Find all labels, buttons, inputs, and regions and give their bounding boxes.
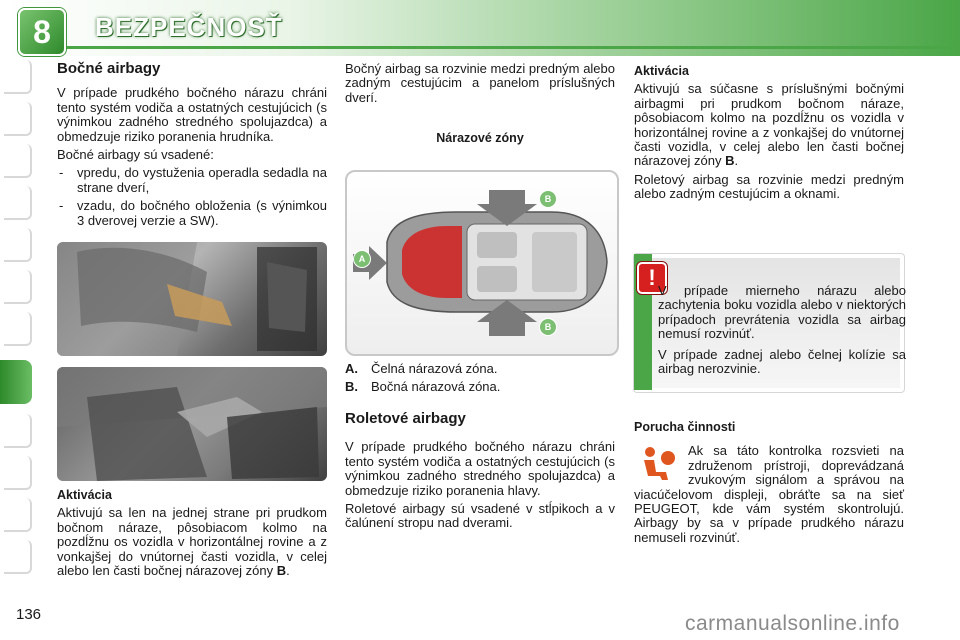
warning-icon: ! <box>637 262 667 294</box>
header-band <box>0 0 960 56</box>
paragraph: Roletové airbagy sú vsadené v stĺpikoch a v čalúnení stropu nad dverami. <box>345 501 615 531</box>
malfunction-heading: Porucha činnosti <box>634 420 736 434</box>
activation-text: Aktivujú sa len na jednej strane pri prudkom bočnom náraze, pôsobiacom kolmo na pozdĺžnu os vozidla v horizontálnej rovine a z vonkajšej do vnútornej časti vozidla, v celej alebo len časti bočnej nárazovej zóny B. <box>57 505 327 579</box>
zone-reference: B <box>725 153 735 169</box>
activation-block <box>57 488 327 582</box>
chapter-tabs <box>0 58 34 578</box>
legend-item: A. Čelná nárazová zóna. <box>345 361 498 376</box>
column-curtain-airbags <box>345 412 615 535</box>
chapter-tab[interactable] <box>4 456 32 490</box>
list-item: - vzadu, do bočného obloženia (s výnimkou 3 dverovej verzie a SW). <box>57 199 327 228</box>
zone-b-marker-bottom: B <box>539 318 557 336</box>
warning-paragraph: V prípade mierneho nárazu alebo zachytenia boku vozidla alebo v niektorých prípadoch prevrátenia vozidla sa airbag nemusí rozvinúť. <box>658 283 906 342</box>
chapter-tab[interactable] <box>4 414 32 448</box>
activation-heading: Aktivácia <box>634 64 689 78</box>
zone-a-marker: A <box>353 250 371 268</box>
placement-list <box>57 166 327 228</box>
section-heading: Roletové airbagy <box>345 410 466 427</box>
diagram-title: Nárazové zóny <box>436 131 524 146</box>
chapter-tab[interactable] <box>4 102 32 136</box>
chapter-tab[interactable] <box>4 144 32 178</box>
impact-zones-diagram <box>345 170 619 356</box>
zones-legend <box>345 362 615 399</box>
airbag-warning-light-icon <box>634 444 684 484</box>
column-impact-zones <box>345 62 615 150</box>
column-side-airbags <box>57 62 327 232</box>
paragraph: Roletový airbag sa rozvinie medzi predným alebo zadným cestujúcim a oknami. <box>634 171 904 202</box>
front-seat-illustration <box>57 242 327 356</box>
list-item: - vpredu, do vystuženia operadla sedadla na strane dverí, <box>57 166 327 195</box>
rear-seat-illustration <box>57 367 327 481</box>
zone-b-marker-top: B <box>539 190 557 208</box>
chapter-tab-active[interactable] <box>0 360 32 404</box>
malfunction-block <box>634 420 904 549</box>
warning-paragraph: V prípade zadnej alebo čelnej kolízie sa airbag nerozvinie. <box>658 346 906 377</box>
zone-reference: B <box>276 563 287 579</box>
car-topview-illustration <box>347 172 617 354</box>
page-title: BEZPEČNOSŤ <box>95 12 283 42</box>
chapter-badge: 8 <box>18 8 66 56</box>
paragraph: V prípade prudkého bočného nárazu chráni tento systém vodiča a ostatných cestujúcich (s výnimkou zadného stredného spolujazdca) a obmedzuje riziko poranenia hlavy. <box>345 439 615 498</box>
legend-item: B. Bočná nárazová zóna. <box>345 379 501 395</box>
chapter-tab[interactable] <box>4 312 32 346</box>
chapter-tab[interactable] <box>4 498 32 532</box>
watermark: carmanualsonline.info <box>685 612 900 635</box>
paragraph: V prípade prudkého bočného nárazu chráni tento systém vodiča a ostatných cestujúcich (s výnimkou zadného stredného spolujazdca) a obmedzuje riziko poranenia hrudníka. <box>57 85 327 144</box>
paragraph: Bočné airbagy sú vsadené: <box>57 147 214 163</box>
paragraph: Bočný airbag sa rozvinie medzi predným alebo zadným cestujúcim a panelom príslušných dverí. <box>345 61 615 105</box>
activation-text: Aktivujú sa súčasne s príslušnými bočnými airbagmi pri prudkom bočnom náraze, pôsobiacom kolmo na pozdĺžnu os vozidla v horizontálnej rovine a z vonkajšej do vnútornej časti vozidla, v celej alebo len časti bočnej nárazovej zóny B. <box>634 81 904 169</box>
chapter-tab[interactable] <box>4 540 32 574</box>
column-activation <box>634 64 904 206</box>
section-heading: Bočné airbagy <box>57 60 161 77</box>
front-seat-airbag-photo <box>57 242 327 356</box>
rear-curtain-airbag-photo <box>57 367 327 481</box>
header-stripe <box>55 46 960 49</box>
page-number: 136 <box>16 606 42 623</box>
chapter-tab[interactable] <box>4 270 32 304</box>
chapter-tab[interactable] <box>4 186 32 220</box>
activation-heading: Aktivácia <box>57 488 112 502</box>
warning-text <box>658 284 906 382</box>
warning-box <box>633 253 905 393</box>
malfunction-text: Ak sa táto kontrolka rozsvieti na združenom prístroji, doprevádzaná zvukovým signálom a správou na viacúčelovom displeji, obráťte sa na sieť PEUGEOT, kde vám systém skontrolujú. Airbagy by sa v prípade prudkého nárazu nemuseli rozvinúť. <box>634 443 904 545</box>
chapter-tab[interactable] <box>4 60 32 94</box>
chapter-tab[interactable] <box>4 228 32 262</box>
